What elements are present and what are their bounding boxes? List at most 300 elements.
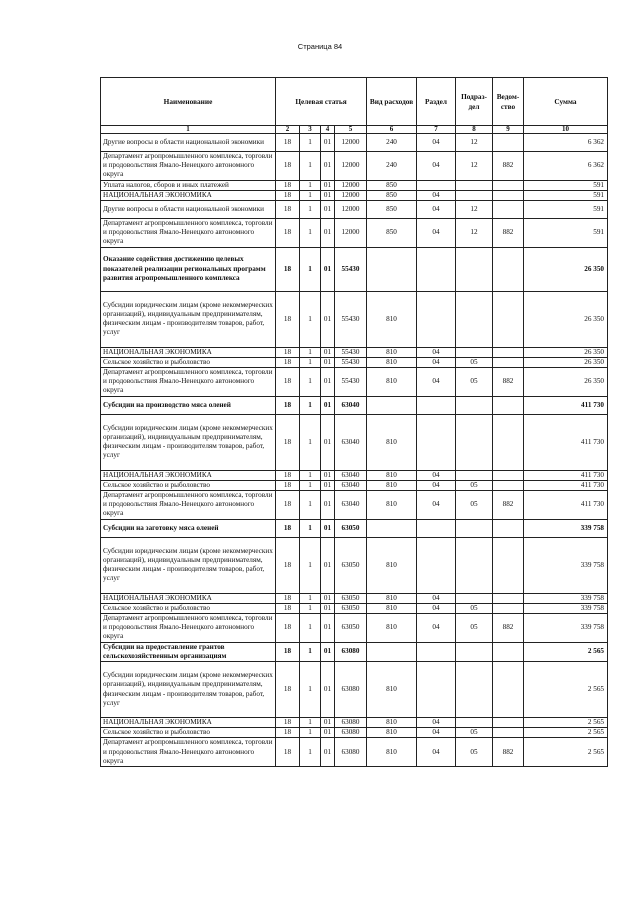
subsection-cell: 12 <box>456 152 493 181</box>
row-name: Субсидии юридическим лицам (кроме некоммерческих организаций), индивидуальным предпринимателям, физическим лицам - производителям товаров, работ, услуг <box>101 537 276 593</box>
department-cell <box>493 347 524 357</box>
target-code-1: 18 <box>276 152 300 181</box>
expense-type-cell: 810 <box>367 728 417 738</box>
department-cell: 882 <box>493 152 524 181</box>
row-name: Субсидии на заготовку мяса оленей <box>101 519 276 537</box>
sum-cell: 591 <box>524 180 608 190</box>
target-code-1: 18 <box>276 738 300 767</box>
department-cell <box>493 180 524 190</box>
column-number-row <box>101 126 608 134</box>
department-cell: 882 <box>493 738 524 767</box>
target-code-2: 1 <box>300 718 321 728</box>
sum-cell: 339 758 <box>524 537 608 593</box>
row-name: Сельское хозяйство и рыболовство <box>101 480 276 490</box>
target-code-4: 63050 <box>335 537 367 593</box>
section-cell <box>417 247 456 291</box>
row-name: Субсидии юридическим лицам (кроме некоммерческих организаций), индивидуальным предпринимателям, физическим лицам - производителям товаров, работ, услуг <box>101 662 276 718</box>
subsection-cell <box>456 718 493 728</box>
target-code-1: 18 <box>276 662 300 718</box>
row-name: НАЦИОНАЛЬНАЯ ЭКОНОМИКА <box>101 593 276 603</box>
table-row <box>101 519 608 537</box>
target-code-1: 18 <box>276 291 300 347</box>
table-row <box>101 152 608 181</box>
target-code-2: 1 <box>300 480 321 490</box>
sum-cell: 591 <box>524 190 608 200</box>
expense-type-cell <box>367 519 417 537</box>
section-cell: 04 <box>417 134 456 152</box>
target-code-4: 55430 <box>335 347 367 357</box>
target-code-1: 18 <box>276 247 300 291</box>
target-code-4: 63050 <box>335 519 367 537</box>
target-code-4: 12000 <box>335 190 367 200</box>
table-row <box>101 347 608 357</box>
target-code-1: 18 <box>276 357 300 367</box>
sum-cell: 411 730 <box>524 491 608 520</box>
target-code-1: 18 <box>276 728 300 738</box>
target-code-3: 01 <box>321 537 335 593</box>
sum-cell: 591 <box>524 201 608 219</box>
target-code-2: 1 <box>300 662 321 718</box>
department-cell: 882 <box>493 614 524 643</box>
target-code-4: 63080 <box>335 662 367 718</box>
table-row <box>101 201 608 219</box>
target-code-2: 1 <box>300 396 321 414</box>
target-code-4: 63040 <box>335 414 367 470</box>
table-row <box>101 480 608 490</box>
expense-type-cell: 850 <box>367 180 417 190</box>
section-cell: 04 <box>417 470 456 480</box>
subsection-cell <box>456 347 493 357</box>
section-cell: 04 <box>417 728 456 738</box>
target-code-3: 01 <box>321 180 335 190</box>
target-code-1: 18 <box>276 614 300 643</box>
table-row <box>101 134 608 152</box>
section-cell: 04 <box>417 491 456 520</box>
target-code-4: 55430 <box>335 247 367 291</box>
target-code-3: 01 <box>321 201 335 219</box>
section-cell <box>417 291 456 347</box>
header-subsection: Подраз-дел <box>456 78 493 126</box>
sum-cell: 339 758 <box>524 519 608 537</box>
table-row <box>101 718 608 728</box>
row-name: НАЦИОНАЛЬНАЯ ЭКОНОМИКА <box>101 347 276 357</box>
table-body <box>101 134 608 767</box>
target-code-2: 1 <box>300 537 321 593</box>
page-number-label: Страница 84 <box>297 42 343 51</box>
subsection-cell <box>456 537 493 593</box>
column-number: 5 <box>335 126 367 134</box>
sum-cell: 411 730 <box>524 396 608 414</box>
expense-type-cell: 810 <box>367 491 417 520</box>
expense-type-cell: 850 <box>367 190 417 200</box>
expense-type-cell: 810 <box>367 718 417 728</box>
subsection-cell <box>456 593 493 603</box>
target-code-4: 63040 <box>335 491 367 520</box>
target-code-3: 01 <box>321 470 335 480</box>
target-code-3: 01 <box>321 368 335 397</box>
department-cell <box>493 247 524 291</box>
target-code-3: 01 <box>321 593 335 603</box>
target-code-4: 63080 <box>335 718 367 728</box>
target-code-3: 01 <box>321 614 335 643</box>
subsection-cell <box>456 414 493 470</box>
target-code-2: 1 <box>300 190 321 200</box>
row-name: Субсидии юридическим лицам (кроме некоммерческих организаций), индивидуальным предпринимателям, физическим лицам - производителям товаров, работ, услуг <box>101 414 276 470</box>
department-cell <box>493 396 524 414</box>
target-code-4: 63040 <box>335 470 367 480</box>
section-cell: 04 <box>417 219 456 248</box>
target-code-1: 18 <box>276 347 300 357</box>
target-code-4: 55430 <box>335 357 367 367</box>
department-cell <box>493 134 524 152</box>
sum-cell: 2 565 <box>524 642 608 661</box>
target-code-2: 1 <box>300 738 321 767</box>
row-name: НАЦИОНАЛЬНАЯ ЭКОНОМИКА <box>101 718 276 728</box>
department-cell <box>493 662 524 718</box>
column-number: 2 <box>276 126 300 134</box>
subsection-cell <box>456 180 493 190</box>
subsection-cell <box>456 470 493 480</box>
header-target-article: Целевая статья <box>276 78 367 126</box>
expense-type-cell: 850 <box>367 219 417 248</box>
row-name: Уплата налогов, сборов и иных платежей <box>101 180 276 190</box>
column-number: 10 <box>524 126 608 134</box>
target-code-3: 01 <box>321 152 335 181</box>
table-row <box>101 738 608 767</box>
target-code-1: 18 <box>276 414 300 470</box>
section-cell: 04 <box>417 593 456 603</box>
subsection-cell: 05 <box>456 738 493 767</box>
department-cell <box>493 201 524 219</box>
table-row <box>101 614 608 643</box>
subsection-cell: 05 <box>456 603 493 613</box>
target-code-2: 1 <box>300 603 321 613</box>
department-cell <box>493 718 524 728</box>
row-name: Департамент агропромышленного комплекса, торговли и продовольствия Ямало-Ненецкого автономного округа <box>101 152 276 181</box>
expense-type-cell: 810 <box>367 357 417 367</box>
target-code-1: 18 <box>276 603 300 613</box>
target-code-3: 01 <box>321 396 335 414</box>
sum-cell: 411 730 <box>524 470 608 480</box>
target-code-4: 12000 <box>335 152 367 181</box>
target-code-3: 01 <box>321 519 335 537</box>
sum-cell: 6 362 <box>524 152 608 181</box>
target-code-1: 18 <box>276 219 300 248</box>
target-code-3: 01 <box>321 219 335 248</box>
section-cell <box>417 662 456 718</box>
target-code-4: 63080 <box>335 728 367 738</box>
section-cell: 04 <box>417 347 456 357</box>
expense-type-cell: 810 <box>367 537 417 593</box>
target-code-2: 1 <box>300 201 321 219</box>
subsection-cell: 12 <box>456 134 493 152</box>
sum-cell: 6 362 <box>524 134 608 152</box>
section-cell <box>417 642 456 661</box>
target-code-2: 1 <box>300 414 321 470</box>
target-code-4: 12000 <box>335 134 367 152</box>
target-code-1: 18 <box>276 396 300 414</box>
target-code-3: 01 <box>321 247 335 291</box>
target-code-4: 12000 <box>335 201 367 219</box>
sum-cell: 2 565 <box>524 662 608 718</box>
target-code-2: 1 <box>300 614 321 643</box>
target-code-3: 01 <box>321 190 335 200</box>
target-code-3: 01 <box>321 662 335 718</box>
department-cell <box>493 642 524 661</box>
table-header-row <box>101 78 608 126</box>
target-code-1: 18 <box>276 190 300 200</box>
row-name: НАЦИОНАЛЬНАЯ ЭКОНОМИКА <box>101 190 276 200</box>
sum-cell: 2 565 <box>524 718 608 728</box>
department-cell <box>493 480 524 490</box>
table-row <box>101 219 608 248</box>
table-row <box>101 414 608 470</box>
target-code-2: 1 <box>300 219 321 248</box>
table-row <box>101 368 608 397</box>
section-cell: 04 <box>417 614 456 643</box>
row-name: Департамент агропромышленного комплекса, торговли и продовольствия Ямало-Ненецкого автономного округа <box>101 368 276 397</box>
table-row <box>101 537 608 593</box>
table-row <box>101 642 608 661</box>
target-code-1: 18 <box>276 201 300 219</box>
section-cell: 04 <box>417 357 456 367</box>
sum-cell: 339 758 <box>524 603 608 613</box>
header-expense-type: Вид расходов <box>367 78 417 126</box>
subsection-cell: 05 <box>456 368 493 397</box>
target-code-1: 18 <box>276 519 300 537</box>
expense-type-cell: 810 <box>367 347 417 357</box>
row-name: Сельское хозяйство и рыболовство <box>101 357 276 367</box>
column-number: 1 <box>101 126 276 134</box>
target-code-2: 1 <box>300 593 321 603</box>
target-code-2: 1 <box>300 134 321 152</box>
target-code-1: 18 <box>276 642 300 661</box>
target-code-2: 1 <box>300 152 321 181</box>
target-code-3: 01 <box>321 357 335 367</box>
expense-type-cell: 850 <box>367 201 417 219</box>
subsection-cell: 05 <box>456 614 493 643</box>
subsection-cell: 05 <box>456 728 493 738</box>
subsection-cell: 12 <box>456 201 493 219</box>
sum-cell: 26 350 <box>524 247 608 291</box>
department-cell: 882 <box>493 491 524 520</box>
target-code-2: 1 <box>300 491 321 520</box>
row-name: Другие вопросы в области национальной экономики <box>101 134 276 152</box>
section-cell <box>417 414 456 470</box>
subsection-cell <box>456 247 493 291</box>
target-code-1: 18 <box>276 480 300 490</box>
header-name: Наименование <box>101 78 276 126</box>
section-cell: 04 <box>417 603 456 613</box>
table-row <box>101 190 608 200</box>
target-code-1: 18 <box>276 491 300 520</box>
table-row <box>101 357 608 367</box>
target-code-2: 1 <box>300 291 321 347</box>
subsection-cell: 05 <box>456 357 493 367</box>
row-name: Субсидии на предоставление грантов сельскохозяйственным организациям <box>101 642 276 661</box>
target-code-2: 1 <box>300 519 321 537</box>
target-code-1: 18 <box>276 593 300 603</box>
subsection-cell: 12 <box>456 219 493 248</box>
column-number: 3 <box>300 126 321 134</box>
table-row <box>101 491 608 520</box>
table-row <box>101 470 608 480</box>
subsection-cell <box>456 662 493 718</box>
department-cell <box>493 603 524 613</box>
table-row <box>101 603 608 613</box>
target-code-3: 01 <box>321 718 335 728</box>
header-section: Раздел <box>417 78 456 126</box>
target-code-2: 1 <box>300 247 321 291</box>
row-name: Сельское хозяйство и рыболовство <box>101 603 276 613</box>
sum-cell: 26 350 <box>524 368 608 397</box>
section-cell <box>417 180 456 190</box>
sum-cell: 26 350 <box>524 291 608 347</box>
header-sum: Сумма <box>524 78 608 126</box>
section-cell: 04 <box>417 368 456 397</box>
subsection-cell <box>456 642 493 661</box>
row-name: Субсидии юридическим лицам (кроме некоммерческих организаций), индивидуальным предпринимателям, физическим лицам - производителям товаров, работ, услуг <box>101 291 276 347</box>
target-code-3: 01 <box>321 347 335 357</box>
subsection-cell <box>456 291 493 347</box>
expense-type-cell <box>367 396 417 414</box>
target-code-3: 01 <box>321 728 335 738</box>
expense-type-cell: 810 <box>367 614 417 643</box>
subsection-cell <box>456 396 493 414</box>
expense-type-cell: 240 <box>367 152 417 181</box>
department-cell: 882 <box>493 368 524 397</box>
target-code-4: 63080 <box>335 642 367 661</box>
row-name: Сельское хозяйство и рыболовство <box>101 728 276 738</box>
target-code-1: 18 <box>276 134 300 152</box>
column-number: 6 <box>367 126 417 134</box>
column-number: 7 <box>417 126 456 134</box>
section-cell: 04 <box>417 738 456 767</box>
sum-cell: 26 350 <box>524 347 608 357</box>
section-cell: 04 <box>417 190 456 200</box>
sum-cell: 2 565 <box>524 738 608 767</box>
department-cell <box>493 414 524 470</box>
target-code-1: 18 <box>276 537 300 593</box>
sum-cell: 339 758 <box>524 593 608 603</box>
expense-type-cell: 810 <box>367 368 417 397</box>
table-row <box>101 291 608 347</box>
target-code-4: 63080 <box>335 738 367 767</box>
expense-type-cell: 810 <box>367 291 417 347</box>
expense-type-cell <box>367 642 417 661</box>
target-code-4: 63040 <box>335 480 367 490</box>
target-code-1: 18 <box>276 180 300 190</box>
column-number: 9 <box>493 126 524 134</box>
expense-type-cell: 240 <box>367 134 417 152</box>
target-code-3: 01 <box>321 491 335 520</box>
target-code-2: 1 <box>300 470 321 480</box>
sum-cell: 411 730 <box>524 414 608 470</box>
header-department: Ведом-ство <box>493 78 524 126</box>
target-code-3: 01 <box>321 134 335 152</box>
department-cell <box>493 537 524 593</box>
target-code-3: 01 <box>321 291 335 347</box>
target-code-3: 01 <box>321 642 335 661</box>
target-code-2: 1 <box>300 642 321 661</box>
subsection-cell <box>456 190 493 200</box>
budget-table <box>100 77 608 767</box>
target-code-3: 01 <box>321 414 335 470</box>
table-row <box>101 396 608 414</box>
sum-cell: 411 730 <box>524 480 608 490</box>
target-code-4: 12000 <box>335 180 367 190</box>
expense-type-cell: 810 <box>367 414 417 470</box>
department-cell <box>493 357 524 367</box>
row-name: НАЦИОНАЛЬНАЯ ЭКОНОМИКА <box>101 470 276 480</box>
column-number: 8 <box>456 126 493 134</box>
row-name: Департамент агропромышленного комплекса, торговли и продовольствия Ямало-Ненецкого автономного округа <box>101 219 276 248</box>
target-code-1: 18 <box>276 368 300 397</box>
expense-type-cell <box>367 247 417 291</box>
section-cell: 04 <box>417 152 456 181</box>
section-cell <box>417 519 456 537</box>
department-cell <box>493 519 524 537</box>
expense-type-cell: 810 <box>367 470 417 480</box>
table-row <box>101 728 608 738</box>
subsection-cell: 05 <box>456 480 493 490</box>
table-row <box>101 593 608 603</box>
target-code-1: 18 <box>276 718 300 728</box>
target-code-4: 63050 <box>335 603 367 613</box>
target-code-2: 1 <box>300 180 321 190</box>
target-code-4: 63050 <box>335 614 367 643</box>
expense-type-cell: 810 <box>367 593 417 603</box>
department-cell <box>493 291 524 347</box>
target-code-4: 12000 <box>335 219 367 248</box>
sum-cell: 339 758 <box>524 614 608 643</box>
row-name: Оказание содействия достижению целевых показателей реализации региональных программ развития агропромышленного комплекса <box>101 247 276 291</box>
section-cell <box>417 537 456 593</box>
subsection-cell <box>456 519 493 537</box>
section-cell: 04 <box>417 480 456 490</box>
target-code-3: 01 <box>321 738 335 767</box>
table-row <box>101 180 608 190</box>
target-code-4: 55430 <box>335 291 367 347</box>
target-code-2: 1 <box>300 347 321 357</box>
target-code-4: 63050 <box>335 593 367 603</box>
expense-type-cell: 810 <box>367 662 417 718</box>
section-cell: 04 <box>417 718 456 728</box>
row-name: Субсидии на производство мяса оленей <box>101 396 276 414</box>
target-code-1: 18 <box>276 470 300 480</box>
section-cell <box>417 396 456 414</box>
target-code-2: 1 <box>300 728 321 738</box>
sum-cell: 591 <box>524 219 608 248</box>
row-name: Департамент агропромышленного комплекса, торговли и продовольствия Ямало-Ненецкого автономного округа <box>101 738 276 767</box>
target-code-2: 1 <box>300 357 321 367</box>
sum-cell: 26 350 <box>524 357 608 367</box>
section-cell: 04 <box>417 201 456 219</box>
row-name: Другие вопросы в области национальной экономики <box>101 201 276 219</box>
row-name: Департамент агропромышленного комплекса, торговли и продовольствия Ямало-Ненецкого автономного округа <box>101 614 276 643</box>
target-code-4: 55430 <box>335 368 367 397</box>
subsection-cell: 05 <box>456 491 493 520</box>
table-row <box>101 662 608 718</box>
department-cell <box>493 470 524 480</box>
table-row <box>101 247 608 291</box>
target-code-3: 01 <box>321 480 335 490</box>
department-cell <box>493 593 524 603</box>
department-cell <box>493 190 524 200</box>
expense-type-cell: 810 <box>367 603 417 613</box>
column-number: 4 <box>321 126 335 134</box>
row-name: Департамент агропромышленного комплекса, торговли и продовольствия Ямало-Ненецкого автономного округа <box>101 491 276 520</box>
